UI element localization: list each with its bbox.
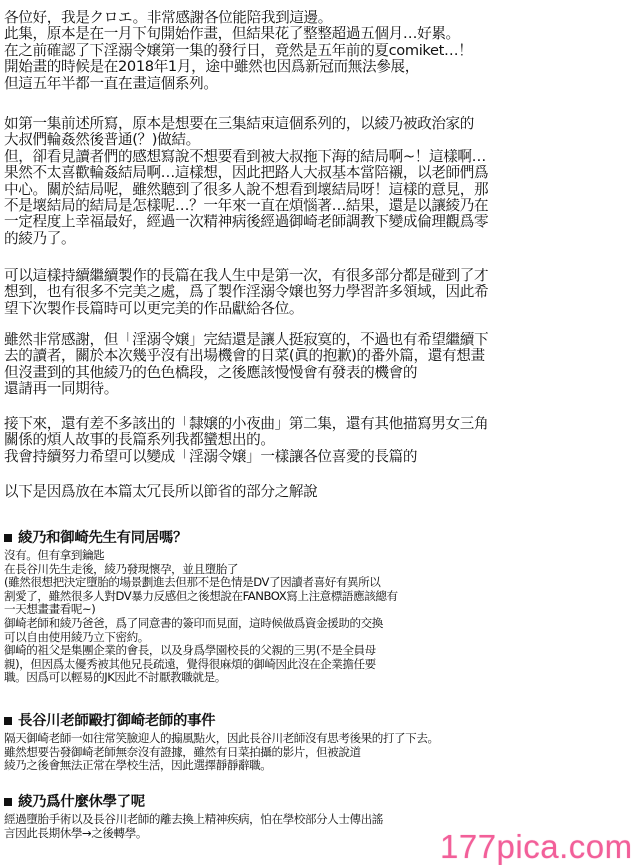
section-leave-of-absence	[4, 793, 383, 840]
explanation-intro	[4, 484, 317, 500]
text-line: 雖然非常感謝，但「淫溺令嬢」完結還是讓人挺寂寞的，不過也有希望繼續下	[4, 332, 489, 348]
bullet-square-icon	[4, 717, 12, 725]
text-line: 經過墮胎手術以及長谷川老師的離去換上精神疾病，怕在學校部分人士傳出謠	[4, 813, 383, 826]
text-line: 接下來，還有差不多該出的「隸嬢的小夜曲」第二集，還有其他描寫男女三角	[4, 416, 489, 432]
text-line: 不是壞結局的結局是怎樣呢…？一年來一直在煩惱著…結果，還是以讓綾乃在	[4, 198, 489, 215]
text-line: 的綾乃了。	[4, 230, 76, 247]
text-line: 關係的煩人故事的長篇系列我都蠻想出的。	[4, 432, 275, 449]
text-line: 在長谷川先生走後，綾乃發現懷孕，並且墮胎了	[4, 562, 239, 576]
text-line: 想到，也有很多不完美之處，爲了製作淫溺令嬢也努力學習許多領域，因此希	[4, 284, 489, 301]
text-line: 望下次製作長篇時可以更完美的作品獻給各位。	[4, 300, 304, 317]
text-line: 去的讀者，關於本次幾乎沒有出場機會的日菜(眞的抱歉)的番外篇，還有想畫	[4, 348, 485, 365]
text-line: 還請再一同期待。	[4, 381, 118, 398]
text-line: 但這五年半都一直在畫這個系列。	[4, 75, 218, 92]
text-line: 一定程度上幸福最好，經過一次精神病後經過御崎老師調教下變成倫理觀爲零	[4, 214, 489, 231]
text-line: 此集，原本是在一月下旬開始作畫，但結果花了整整超過五個月…好累。	[4, 26, 460, 43]
text-line: 果然不太喜歡輪姦結局啊…這樣想，因此把路人大叔基本當陪襯，以老師們爲	[4, 165, 489, 182]
text-line: 一天想畫畫看呢~)	[4, 603, 96, 617]
text-line: 大叔們輪姦然後普通(？)做結。	[4, 132, 200, 149]
text-line: 各位好，我是クロエ。非常感謝各位能陪我到這邊。	[4, 10, 333, 26]
text-line: 可以自由使用綾乃立下密約。	[4, 630, 149, 644]
bullet-square-icon	[4, 798, 12, 806]
text-line: 在之前確認了下淫溺令嬢第一集的發行日，竟然是五年前的夏comiket…！	[4, 42, 473, 59]
text-line: (雖然很想把決定墮胎的場景劃進去但那不是色情是DV了因讀者喜好有異所以	[4, 576, 381, 590]
section-heading	[4, 793, 383, 811]
text-line: 御崎老師和綾乃爸爸，爲了同意書的簽印而見面，這時候做爲資金援助的交換	[4, 616, 383, 630]
thanks-paragraph	[4, 332, 488, 398]
section-assault-incident	[4, 712, 439, 773]
watermark: 177pica.com	[440, 828, 633, 865]
section-heading	[4, 529, 398, 547]
intro-paragraph	[4, 10, 472, 92]
section-title: 長谷川老師毆打御崎老師的事件	[18, 713, 216, 729]
section-body	[4, 813, 383, 840]
first-long-series-paragraph	[4, 268, 488, 317]
next-works-paragraph	[4, 416, 488, 465]
text-line: 以下是因爲放在本篇太冗長所以節省的部分之解說	[4, 484, 318, 500]
text-line: 親)，但因爲太優秀被其他兄長疏遠，覺得很麻煩的御崎因此沒在企業擔任要	[4, 657, 376, 671]
section-title: 綾乃和御崎先生有同居嗎？	[18, 530, 188, 546]
section-body	[4, 549, 398, 685]
ending-plan-paragraph	[4, 116, 488, 247]
text-line: 雖然想要告發御崎老師無奈沒有證據，雖然有日菜拍攝的影片，但被說道	[4, 745, 361, 759]
text-line: 隔天御崎老師一如往常笑臉迎人的搧風點火，因此長谷川老師沒有思考後果的打了下去。	[4, 732, 439, 745]
text-line: 職。因爲可以輕易的JK因此不討厭教職就是。	[4, 671, 226, 685]
text-line: 沒有。但有拿到鑰匙	[4, 549, 105, 562]
section-title: 綾乃爲什麼休學了呢	[18, 794, 145, 810]
section-heading	[4, 712, 439, 730]
text-line: 中心。關於結局呢，雖然聽到了很多人說不想看到壞結局呀！這樣的意見，那	[4, 181, 489, 198]
text-line: 但，卻看見讀者們的感想寫說不想要看到被大叔拖下海的結局啊~！這樣啊…	[4, 148, 486, 165]
text-line: 我會持續努力希望可以變成「淫溺令嬢」一樣讓各位喜愛的長篇的	[4, 448, 418, 465]
text-line: 御崎的祖父是集團企業的會長，以及身爲學園校長的父親的三男(不是全員母	[4, 644, 376, 658]
text-line: 開始畫的時候是在2018年1月，途中雖然也因爲新冠而無法參展，	[4, 59, 420, 76]
text-line: 但沒畫到的其他綾乃的色色橋段，之後應該慢慢會有發表的機會的	[4, 364, 418, 381]
text-line: 綾乃之後會無法正常在學校生活，因此選擇靜靜辭職。	[4, 759, 272, 773]
bullet-square-icon	[4, 534, 12, 542]
text-line: 言因此長期休學→之後轉學。	[4, 826, 147, 840]
section-body	[4, 732, 439, 773]
text-line: 如第一集前述所寫，原本是想要在三集結束這個系列的，以綾乃被政治家的	[4, 116, 475, 132]
text-line: 割愛了，雖然很多人對DV暴力反感但之後想說在FANBOX寫上注意標語應該總有	[4, 589, 398, 603]
text-line: 可以這樣持續繼續製作的長篇在我人生中是第一次，有很多部分都是碰到了才	[4, 268, 489, 284]
section-cohabitation	[4, 529, 398, 685]
